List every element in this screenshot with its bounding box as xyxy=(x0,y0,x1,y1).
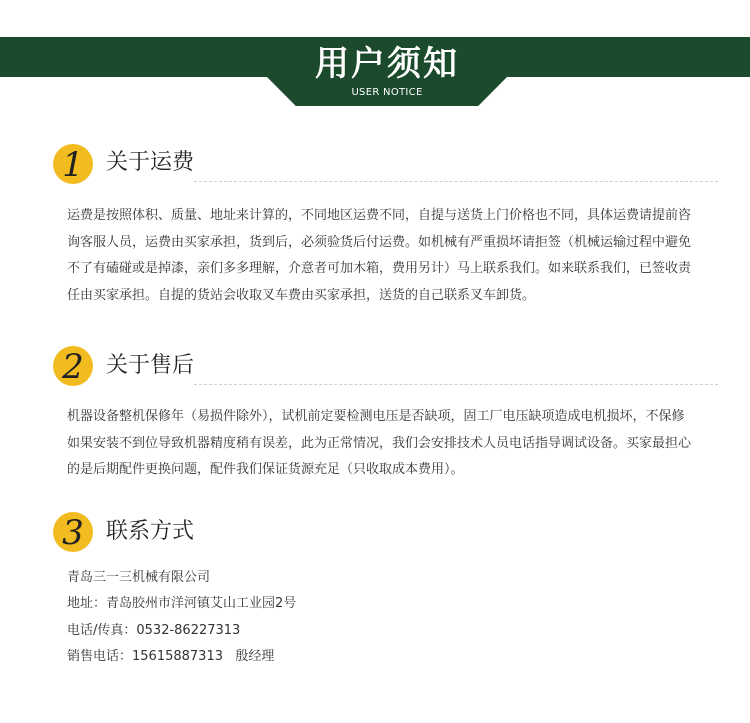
paragraph-line: 机器设备整机保修年（易损件除外），试机前定要检测电压是否缺项，固工厂电压缺项造成电机损坏，不保修 xyxy=(67,409,685,424)
section-number-badge xyxy=(53,144,93,184)
section-title: 关于售后 xyxy=(106,353,195,378)
paragraph-line: 运费是按照体积、质量、地址来计算的，不同地区运费不同，自提与送货上门价格也不同，具体运费请提前咨 xyxy=(67,208,692,223)
section-divider xyxy=(194,181,718,182)
phone-fax: 电话/传真：0532-86227313 xyxy=(67,623,241,638)
page-title: 用户须知 xyxy=(315,44,459,84)
page-subtitle: USER NOTICE xyxy=(351,87,423,98)
address: 地址：青岛胶州市洋河镇艾山工业园2号 xyxy=(67,596,297,611)
section-number: 2 xyxy=(62,347,84,387)
section-number-badge xyxy=(53,346,93,386)
section-title: 关于运费 xyxy=(106,150,195,175)
section-paragraph xyxy=(67,404,717,484)
paragraph-line: 任由买家承担。自提的货站会收取叉车费由买家承担，送货的自己联系叉车卸货。 xyxy=(67,287,536,303)
section-title: 联系方式 xyxy=(106,519,195,544)
company-name: 青岛三一三机械有限公司 xyxy=(67,570,211,585)
paragraph-line: 不了有磕碰或是掉漆，亲们多多理解，介意者可加木箱，费用另计）马上联系我们。如来联系我们，已签收责 xyxy=(67,261,692,276)
section-number: 1 xyxy=(62,145,84,185)
paragraph-line: 询客服人员，运费由买家承担，货到后，必须验货后付运费。如机械有严重损坏请拒签（机械运输过程中避免 xyxy=(67,234,692,250)
section-number: 3 xyxy=(62,513,84,553)
sales-phone: 销售电话：15615887313 殷经理 xyxy=(67,649,275,664)
section-paragraph xyxy=(67,203,717,309)
paragraph-line: 的是后期配件更换问题，配件我们保证货源充足（只收取成本费用）。 xyxy=(67,462,464,477)
section-number-badge xyxy=(53,512,93,552)
paragraph-line: 如果安装不到位导致机器精度稍有误差，此为正常情况，我们会安排技术人员电话指导调试设备。买家最担心 xyxy=(67,435,692,451)
section-divider xyxy=(194,384,718,385)
